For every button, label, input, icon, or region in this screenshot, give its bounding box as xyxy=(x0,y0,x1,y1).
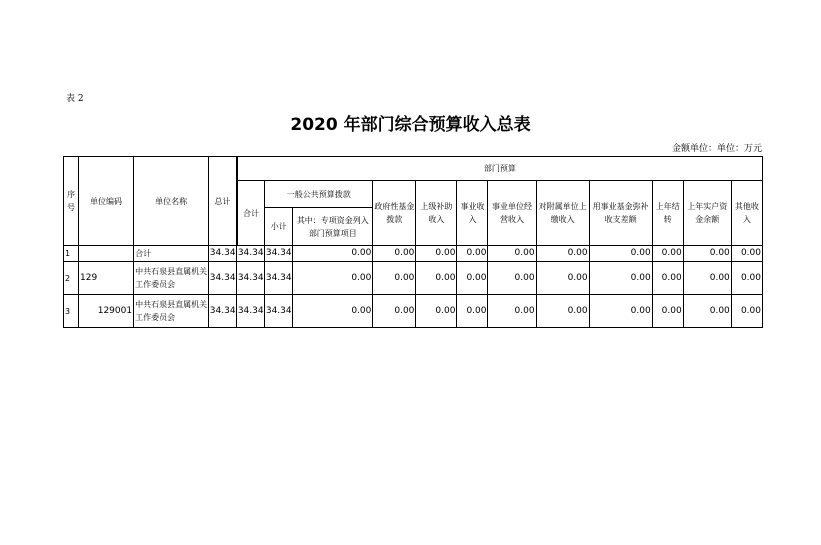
cell-other: 0.00 xyxy=(731,246,762,262)
cell-carry: 0.00 xyxy=(652,295,683,328)
header-special-fund: 其中：专项资金列入部门预算项目 xyxy=(293,208,373,246)
cell-code: 129001 xyxy=(79,295,134,328)
header-gov-fund: 政府性基金拨款 xyxy=(373,181,416,246)
cell-prev: 0.00 xyxy=(683,246,731,262)
header-fund-subsidy: 用事业基金弥补收支差额 xyxy=(589,181,652,246)
header-operating-income: 事业单位经营收入 xyxy=(488,181,536,246)
cell-total: 34.34 xyxy=(209,246,237,262)
cell-operating: 0.00 xyxy=(488,246,536,262)
header-total: 总计 xyxy=(209,157,237,246)
amount-unit: 金额单位：单位：万元 xyxy=(671,144,762,154)
cell-name: 合计 xyxy=(134,246,209,262)
cell-superior: 0.00 xyxy=(416,262,457,295)
cell-seq: 3 xyxy=(64,295,79,328)
cell-fund: 0.00 xyxy=(589,295,652,328)
cell-gov: 0.00 xyxy=(373,246,416,262)
cell-code: 129 xyxy=(79,262,134,295)
table-row xyxy=(64,295,763,328)
table-number: 表 2 xyxy=(66,94,84,104)
cell-name: 中共石泉县直属机关工作委员会 xyxy=(134,295,209,328)
header-affiliated-income: 对附属单位上缴收入 xyxy=(536,181,589,246)
cell-gov: 0.00 xyxy=(373,262,416,295)
header-business-income: 事业收入 xyxy=(457,181,488,246)
cell-carry: 0.00 xyxy=(652,246,683,262)
header-superior-subsidy: 上级补助收入 xyxy=(416,181,457,246)
cell-operating: 0.00 xyxy=(488,262,536,295)
header-other-income: 其他收入 xyxy=(731,181,762,246)
header-code: 单位编码 xyxy=(79,157,134,246)
cell-operating: 0.00 xyxy=(488,295,536,328)
cell-prev: 0.00 xyxy=(683,262,731,295)
cell-superior: 0.00 xyxy=(416,246,457,262)
cell-gov: 0.00 xyxy=(373,295,416,328)
cell-carry: 0.00 xyxy=(652,262,683,295)
cell-other: 0.00 xyxy=(731,295,762,328)
header-carryover: 上年结转 xyxy=(652,181,683,246)
table-row xyxy=(64,246,763,262)
cell-sum: 34.34 xyxy=(237,246,265,262)
cell-business: 0.00 xyxy=(457,262,488,295)
cell-total: 34.34 xyxy=(209,262,237,295)
cell-sum: 34.34 xyxy=(237,295,265,328)
cell-affiliated: 0.00 xyxy=(536,295,589,328)
cell-seq: 1 xyxy=(64,246,79,262)
header-row-1 xyxy=(64,157,763,181)
cell-affiliated: 0.00 xyxy=(536,262,589,295)
cell-fund: 0.00 xyxy=(589,262,652,295)
budget-income-table xyxy=(63,156,763,328)
cell-prev: 0.00 xyxy=(683,295,731,328)
cell-subtotal: 34.34 xyxy=(265,295,293,328)
cell-total: 34.34 xyxy=(209,295,237,328)
cell-fund: 0.00 xyxy=(589,246,652,262)
cell-seq: 2 xyxy=(64,262,79,295)
cell-business: 0.00 xyxy=(457,295,488,328)
cell-sum: 34.34 xyxy=(237,262,265,295)
cell-superior: 0.00 xyxy=(416,295,457,328)
header-name: 单位名称 xyxy=(134,157,209,246)
cell-special: 0.00 xyxy=(293,262,373,295)
cell-other: 0.00 xyxy=(731,262,762,295)
header-subtotal: 小计 xyxy=(265,208,293,246)
cell-code xyxy=(79,246,134,262)
cell-business: 0.00 xyxy=(457,246,488,262)
header-dept-budget: 部门预算 xyxy=(237,157,763,181)
header-general-public: 一般公共预算拨款 xyxy=(265,181,373,208)
header-prev-balance: 上年实户资金余额 xyxy=(683,181,731,246)
cell-subtotal: 34.34 xyxy=(265,262,293,295)
cell-special: 0.00 xyxy=(293,295,373,328)
cell-subtotal: 34.34 xyxy=(265,246,293,262)
table-row xyxy=(64,262,763,295)
page-title: 2020 年部门综合预算收入总表 xyxy=(290,115,531,135)
cell-name: 中共石泉县直属机关工作委员会 xyxy=(134,262,209,295)
header-seq: 序号 xyxy=(64,157,79,246)
header-sum: 合计 xyxy=(237,181,265,246)
cell-affiliated: 0.00 xyxy=(536,246,589,262)
cell-special: 0.00 xyxy=(293,246,373,262)
